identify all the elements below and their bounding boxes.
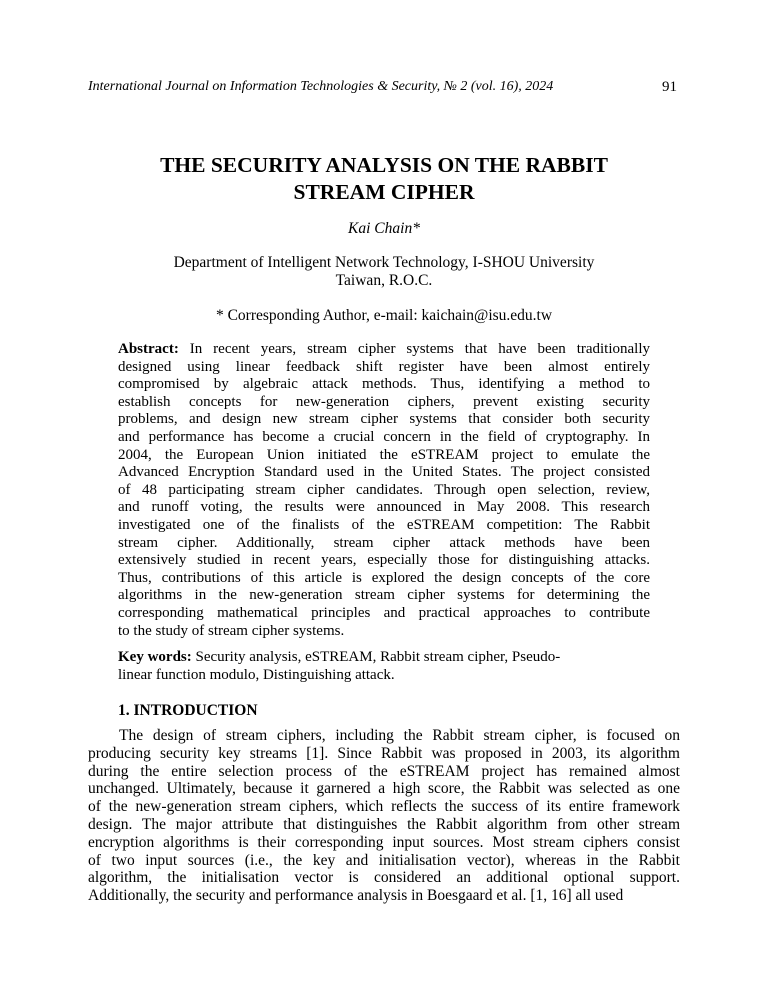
abstract-line <box>118 587 650 605</box>
paragraph-line <box>88 816 680 834</box>
paragraph-line <box>88 869 680 887</box>
abstract-line <box>118 552 650 570</box>
paragraph-line-text: producing security key streams [1]. Since Rabbit was proposed in 2003, its algorithm <box>88 744 680 762</box>
paragraph-line <box>88 852 680 870</box>
paragraph-line-text: during the entire selection process of the eSTREAM project has remained almost <box>88 762 680 780</box>
paragraph-line-text: design. The major attribute that distinguishes the Rabbit algorithm from other stream <box>88 816 680 833</box>
paragraph-line-text: The design of stream ciphers, including the Rabbit stream cipher, is focused on <box>119 727 680 744</box>
page-number: 91 <box>662 79 677 95</box>
section-heading-introduction: 1. INTRODUCTION <box>118 702 258 719</box>
paragraph-line <box>88 745 680 763</box>
paragraph-line <box>88 834 680 852</box>
abstract-line-text: and runoff voting, the results were announced in May 2008. This research <box>118 499 650 516</box>
paper-title-line-1: THE SECURITY ANALYSIS ON THE RABBIT <box>160 153 608 177</box>
abstract-line <box>118 499 650 517</box>
abstract-line-text: to the study of stream cipher systems. <box>118 622 345 639</box>
keywords-line-label: Key words: <box>118 649 192 665</box>
abstract-line-text: Thus, contributions of this article is explored the design concepts of the core <box>118 569 650 586</box>
abstract-line <box>118 623 650 641</box>
abstract-line <box>118 359 650 377</box>
journal-header: International Journal on Information Technologies & Security, № 2 (vol. 16), 2024 <box>88 79 554 94</box>
abstract-line-text: algorithms in the new-generation stream cipher systems for determining the <box>118 587 650 604</box>
abstract-line <box>118 482 650 500</box>
paragraph-line <box>88 887 680 905</box>
paragraph-line-text: of two input sources (i.e., the key and initialisation vector), whereas in the Rabbit <box>88 851 680 869</box>
keywords-line <box>118 667 650 685</box>
paragraph-line-text: Additionally, the security and performance analysis in Boesgaard et al. [1, 16] all used <box>88 887 624 905</box>
paragraph-line-text: algorithm, the initialisation vector is considered an additional optional support. <box>88 869 680 887</box>
abstract-line <box>118 411 650 429</box>
abstract-line <box>118 570 650 588</box>
paragraph-line-text: unchanged. Ultimately, because it garnered a high score, the Rabbit was selected as one <box>88 780 680 798</box>
paragraph-line <box>88 780 680 798</box>
abstract-line-text: corresponding mathematical principles and practical approaches to contribute <box>118 605 650 621</box>
abstract-line-text: establish concepts for new-generation ciphers, prevent existing security <box>118 393 650 410</box>
abstract-line-text: and performance has become a crucial concern in the field of cryptography. In <box>118 429 650 445</box>
abstract-line <box>118 376 650 394</box>
abstract-line <box>118 517 650 535</box>
author-name: Kai Chain* <box>348 220 420 237</box>
abstract-line-text: problems, and design new stream cipher systems that consider both security <box>118 411 650 428</box>
keywords-line <box>118 649 650 667</box>
abstract-line <box>118 464 650 482</box>
corresponding-author: * Corresponding Author, e-mail: kaichain@isu.edu.tw <box>215 307 553 324</box>
abstract-line-text: extensively studied in recent years, especially those for distinguishing attacks. <box>118 552 650 569</box>
abstract-line-text: 2004, the European Union initiated the eSTREAM project to emulate the <box>118 446 650 463</box>
paragraph-line <box>88 798 680 816</box>
abstract-line-text: investigated one of the finalists of the eSTREAM competition: The Rabbit <box>118 517 650 533</box>
abstract-line <box>118 447 650 465</box>
abstract-line <box>118 341 650 359</box>
keywords-line-text: linear function modulo, Distinguishing attack. <box>118 666 395 683</box>
abstract-line <box>118 394 650 412</box>
abstract-line <box>118 605 650 623</box>
affiliation-line-1: Department of Intelligent Network Technology, I-SHOU University <box>173 254 595 271</box>
abstract-line-text: compromised by algebraic attack methods. Thus, identifying a method to <box>118 376 650 393</box>
abstract-line-text: In recent years, stream cipher systems that have been traditionally <box>189 341 651 357</box>
paragraph-line <box>88 763 680 781</box>
abstract-line <box>118 535 650 553</box>
paragraph-line <box>119 727 680 745</box>
abstract-line-text: Advanced Encryption Standard used in the United States. The project consisted <box>118 464 650 481</box>
affiliation-line-2: Taiwan, R.O.C. <box>335 272 433 289</box>
paragraph-line-text: of the new-generation stream ciphers, which reflects the success of its entire framework <box>88 798 680 816</box>
abstract-line-text: stream cipher. Additionally, stream cipher attack methods have been <box>118 534 650 551</box>
paragraph-line-text: encryption algorithms is their corresponding input sources. Most stream ciphers consist <box>88 833 680 851</box>
abstract-line-text: designed using linear feedback shift register have been almost entirely <box>118 358 650 375</box>
abstract-line-label: Abstract: <box>118 341 179 357</box>
abstract-line <box>118 429 650 447</box>
abstract-line-text: of 48 participating stream cipher candidates. Through open selection, review, <box>118 481 650 498</box>
keywords-line-text: Security analysis, eSTREAM, Rabbit stream cipher, Pseudo- <box>195 649 561 665</box>
paper-title-line-2: STREAM CIPHER <box>293 180 475 204</box>
